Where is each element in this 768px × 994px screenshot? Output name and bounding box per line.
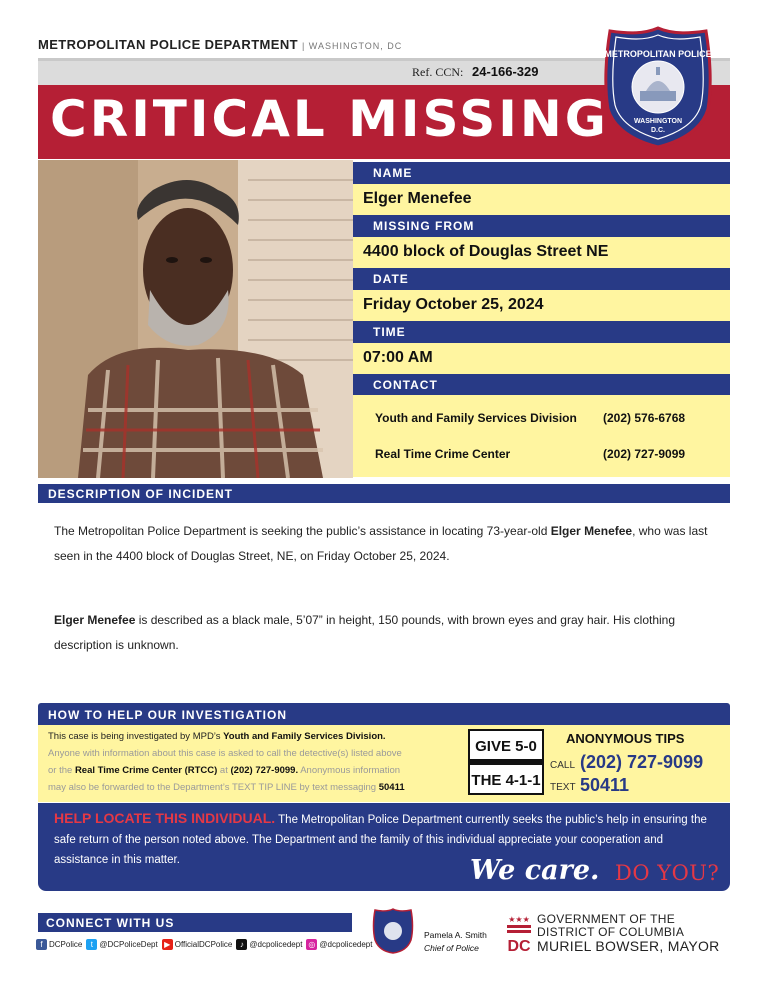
social-handle[interactable]: @dcpolicedept bbox=[249, 940, 303, 949]
missing-from-location: 4400 block of Douglas Street NE bbox=[363, 243, 609, 260]
dc-government-logo bbox=[505, 914, 533, 954]
missing-from-value-box bbox=[353, 237, 730, 268]
social-handle[interactable]: DCPolice bbox=[49, 940, 83, 949]
instagram-icon[interactable]: ◎ bbox=[306, 939, 317, 950]
description-paragraph-2: Elger Menefee is described as a black male, 5’07” in height, 150 pounds, with brown eyes and gray hair. His clothing description is unknown. bbox=[54, 613, 676, 652]
text-label: TEXT bbox=[550, 782, 576, 793]
missing-from-label: MISSING FROM bbox=[373, 219, 475, 233]
svg-text:DC: DC bbox=[507, 938, 531, 954]
missing-person-photo bbox=[38, 160, 353, 478]
social-handle[interactable]: OfficialDCPolice bbox=[174, 940, 233, 949]
time-label-bar bbox=[353, 321, 730, 343]
contact-row bbox=[375, 447, 686, 461]
tiktok-icon[interactable]: ♪ bbox=[236, 939, 247, 950]
twitter-icon[interactable]: t bbox=[86, 939, 97, 950]
tip-text-number[interactable]: 50411 bbox=[580, 775, 630, 795]
slogan-we-care: We care. bbox=[470, 855, 600, 886]
time-value-box bbox=[353, 343, 730, 374]
gov-line-3: MURIEL BOWSER, MAYOR bbox=[537, 938, 720, 954]
contact-label: CONTACT bbox=[373, 378, 438, 392]
department-name: METROPOLITAN POLICE DEPARTMENT | WASHINGTON, DC bbox=[38, 37, 403, 52]
connect-heading: CONNECT WITH US bbox=[46, 916, 175, 930]
slogan-do-you: DO YOU? bbox=[615, 861, 720, 885]
anonymous-tips-title: ANONYMOUS TIPS bbox=[566, 731, 685, 746]
contact-box bbox=[353, 395, 730, 477]
ref-ccn-label: Ref. CCN: bbox=[412, 65, 464, 79]
mpd-badge-small-logo bbox=[372, 908, 414, 954]
social-handle[interactable]: @dcpolicedept bbox=[319, 940, 373, 949]
name-label: NAME bbox=[373, 166, 413, 180]
contact-row bbox=[375, 411, 686, 425]
give-top-text: GIVE 5-0 bbox=[475, 738, 537, 755]
youtube-icon[interactable]: ▶ bbox=[162, 939, 173, 950]
description-paragraph-1: The Metropolitan Police Department is seeking the public’s assistance in locating 73-year-old Elger Menefee, who was last seen in the 4400 block of Douglas Street, NE, on Friday October 25, 2024. bbox=[54, 524, 708, 563]
missing-from-label-bar bbox=[353, 215, 730, 237]
contact-label-bar bbox=[353, 374, 730, 396]
svg-text:★★★: ★★★ bbox=[508, 915, 530, 924]
help-locate-text: HELP LOCATE THIS INDIVIDUAL. The Metropolitan Police Department currently seeks the public’s help in ensuring the safe return of the person noted above. The Department and the family of this individual appreciate your cooperation and assistance in this matter. bbox=[54, 810, 707, 866]
tip-phone-number[interactable]: (202) 727-9099 bbox=[580, 752, 704, 772]
badge-top-text: METROPOLITAN POLICE bbox=[604, 49, 712, 59]
mpd-badge-logo bbox=[602, 25, 714, 149]
facebook-icon[interactable]: f bbox=[36, 939, 47, 950]
connect-heading-bar bbox=[38, 913, 352, 932]
date-label: DATE bbox=[373, 272, 409, 286]
badge-bottom-text: WASHINGTON bbox=[633, 118, 683, 125]
help-instructions: This case is being investigated by MPD’s Youth and Family Services Division. Anyone with information about this case is asked to call the detective(s) listed above or the Real Time Crime Center (RTCC) at (202) 727-9099. Anonymous information may also be forwarded to the Department’s TEXT TIP LINE by text messaging 50411 bbox=[48, 731, 405, 793]
help-heading-bar bbox=[38, 703, 730, 725]
description-heading: DESCRIPTION OF INCIDENT bbox=[48, 487, 234, 501]
city-label: | WASHINGTON, DC bbox=[301, 41, 403, 51]
name-value-box bbox=[353, 184, 730, 215]
call-label: CALL bbox=[550, 760, 576, 771]
missing-date: Friday October 25, 2024 bbox=[363, 296, 544, 313]
give-bottom-text: THE 4-1-1 bbox=[471, 772, 541, 789]
social-handle[interactable]: @DCPoliceDept bbox=[99, 940, 158, 949]
contact-name: Real Time Crime Center bbox=[375, 447, 511, 461]
help-heading: HOW TO HELP OUR INVESTIGATION bbox=[48, 708, 288, 722]
time-label: TIME bbox=[373, 325, 406, 339]
name-label-bar bbox=[353, 162, 730, 184]
date-value-box bbox=[353, 290, 730, 321]
chief-title: Chief of Police bbox=[424, 943, 479, 953]
badge-bottom-text2: D.C. bbox=[651, 127, 665, 134]
date-label-bar bbox=[353, 268, 730, 290]
contact-name: Youth and Family Services Division bbox=[375, 411, 577, 425]
ref-ccn-value: 24-166-329 bbox=[472, 64, 539, 79]
description-heading-bar bbox=[38, 484, 730, 503]
give-50-the-411-logo bbox=[468, 729, 544, 795]
gov-line-1: GOVERNMENT OF THE bbox=[537, 912, 676, 926]
person-name: Elger Menefee bbox=[363, 190, 472, 207]
chief-name: Pamela A. Smith bbox=[424, 930, 487, 940]
contact-phone[interactable]: (202) 576-6768 bbox=[603, 411, 686, 425]
contact-phone[interactable]: (202) 727-9099 bbox=[603, 447, 686, 461]
gov-line-2: DISTRICT OF COLUMBIA bbox=[537, 925, 685, 939]
social-links bbox=[36, 939, 373, 950]
page-title: CRITICAL MISSING bbox=[50, 90, 609, 148]
missing-time: 07:00 AM bbox=[363, 349, 433, 366]
